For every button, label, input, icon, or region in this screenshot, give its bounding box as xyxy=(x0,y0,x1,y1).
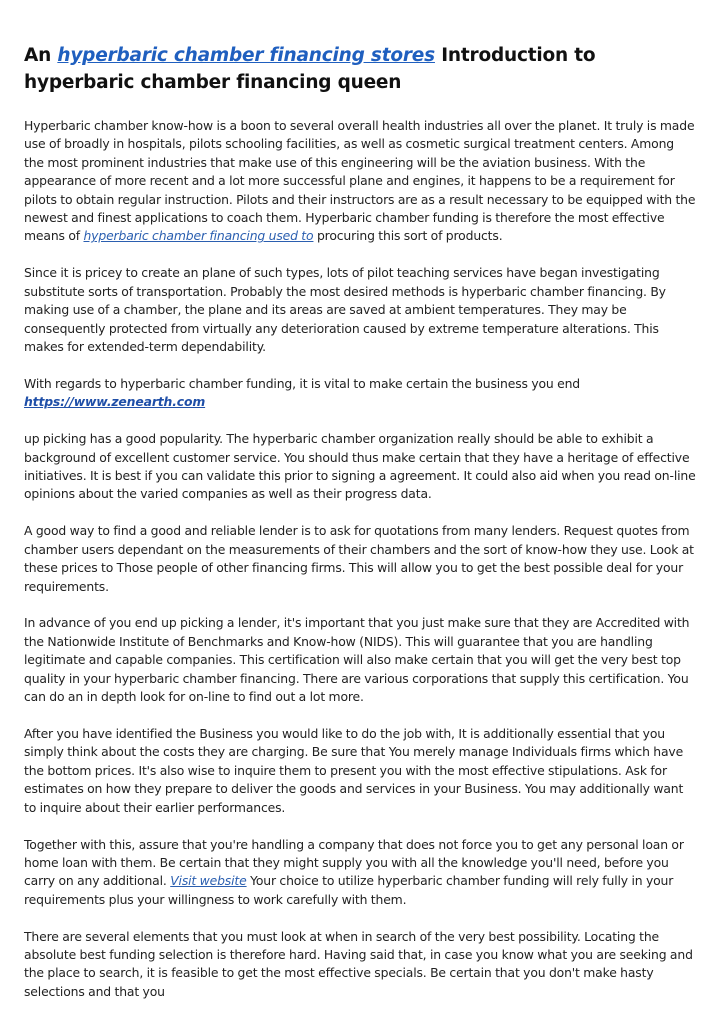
title-link[interactable]: hyperbaric chamber financing stores xyxy=(57,45,435,66)
hyperbaric-financing-link[interactable]: hyperbaric chamber financing used to xyxy=(83,228,314,244)
visit-website-link[interactable]: Visit website xyxy=(170,873,247,889)
paragraph-3-text: With regards to hyperbaric chamber funding, it is vital to make certain the business you end xyxy=(24,375,581,391)
paragraph-8-text-end: Your choice to utilize hyperbaric chamber funding will rely fully in your requirements plus your willingness to work carefully with them. xyxy=(24,873,674,907)
paragraph-6: In advance of you end up picking a lender, it's important that you just make sure that they are Accredited with the Nationwide Institute of Benchmarks and Know-how (NIDS). This will guarantee that you are handling legitimate and capable companies. This certification will also make certain that you will get the very best top quality in your hyperbaric chamber financing. There are various corporations that supply this certification. You can do an in depth look for on-line to find out a lot more. xyxy=(24,615,690,705)
paragraph-5: A good way to find a good and reliable lender is to ask for quotations from many lenders. Request quotes from chamber users dependant on the measurements of their chambers and the sort of know-how they use. Look at these prices to Those people of other financing firms. This will allow you to get the best possible deal for your requirements. xyxy=(24,523,694,594)
paragraph-2: Since it is pricey to create an plane of such types, lots of pilot teaching services have began investigating substitute sorts of transportation. Probably the most desired methods is hyperbaric chamber financing. By making use of a chamber, the plane and its areas are saved at ambient temperatures. They may be consequently protected from virtually any deterioration caused by extreme temperature alterations. This makes for extended-term dependability. xyxy=(24,265,666,354)
page-title xyxy=(24,42,696,96)
zenearth-url-link[interactable]: https://www.zenearth.com xyxy=(24,394,206,410)
title-prefix: An xyxy=(24,45,52,66)
paragraph-1-text-end: procuring this sort of products. xyxy=(316,228,503,244)
paragraph-8 xyxy=(24,836,696,910)
title-suffix: Introduction to hyperbaric chamber financing queen xyxy=(24,45,596,93)
paragraph-9: There are several elements that you must look at when in search of the very best possibility. Locating the absolute best funding selection is therefore hard. Having said that, in case you know what you are seeking and the place to search, it is feasible to get the most effective specials. Be certain that you don't make hasty selections and that you xyxy=(24,928,693,999)
article xyxy=(24,42,696,1020)
paragraph-4: up picking has a good popularity. The hyperbaric chamber organization really should be able to exhibit a background of excellent customer service. You should thus make certain that they have a heritage of effective initiatives. It is best if you can validate this prior to signing a agreement. It could also aid when you read on-line opinions about the varied companies as well as their progress data. xyxy=(24,431,696,502)
paragraph-3 xyxy=(24,375,696,412)
paragraph-8-text: Together with this, assure that you're handling a company that does not force you to get any personal loan or home loan with them. Be certain that they might supply you with all the knowledge you'll need, before you carry on any additional. xyxy=(24,836,684,889)
paragraph-1 xyxy=(24,117,696,246)
paragraph-1-text: Hyperbaric chamber know-how is a boon to several overall health industries all over the planet. It truly is made use of broadly in hospitals, pilots schooling facilities, as well as cosmetic surgical treatment centers. Among the most prominent industries that make use of this engineering will be the aviation business. With the appearance of more recent and a lot more successful plane and engines, it happens to be a requirement for pilots to obtain regular instruction. Pilots and their instructors are as a result necessary to be equipped with the newest and finest applications to coach them. Hyperbaric chamber funding is therefore the most effective means of xyxy=(24,118,696,244)
paragraph-7: After you have identified the Business you would like to do the job with, It is additionally essential that you simply think about the costs they are charging. Be sure that You merely manage Individuals firms which have the bottom prices. It's also wise to inquire them to present you with the most effective stipulations. Ask for estimates on how they prepare to deliver the goods and services in your Business. You may additionally want to inquire about their earlier performances. xyxy=(24,725,684,815)
